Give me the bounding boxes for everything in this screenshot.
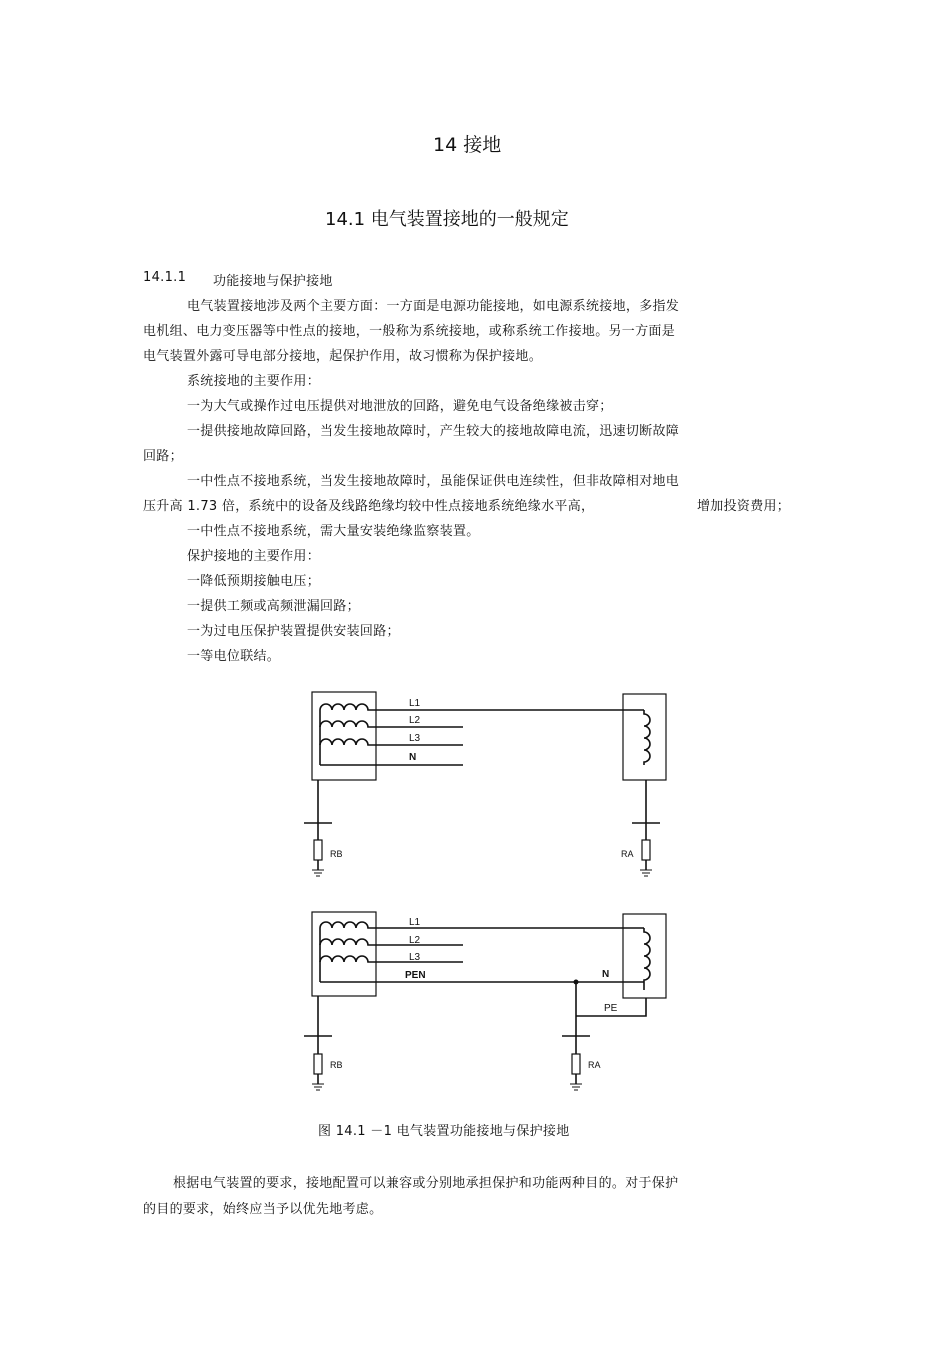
list-item: 一等电位联结。 [187, 649, 281, 664]
resistor-rb-top [314, 840, 322, 860]
coil-l3-bottom [320, 956, 463, 962]
label-pe: PE [604, 1003, 618, 1014]
list-item: 一提供接地故障回路，当发生接地故障时，产生较大的接地故障电流，迅速切断故障 [187, 424, 680, 439]
earth-symbol-rb-bottom [312, 1084, 324, 1090]
clause-title: 功能接地与保护接地 [213, 274, 333, 289]
list-item: 一提供工频或高频泄漏回路； [187, 599, 360, 614]
figure-caption: 图 14.1 －1 电气装置功能接地与保护接地 [318, 1124, 570, 1139]
earth-symbol-ra-bottom [570, 1084, 582, 1090]
label-l3-top: L3 [409, 733, 421, 744]
list-item: 一降低预期接触电压； [187, 574, 321, 589]
coil-l1-bottom [320, 922, 644, 962]
list-item-continuation: 增加投资费用； [697, 499, 791, 514]
label-l2-top: L2 [409, 715, 421, 726]
label-ra-bottom: RA [588, 1060, 601, 1070]
coil-l3-top [320, 739, 463, 745]
list-item-continuation: 回路； [143, 449, 183, 464]
label-l1-top: L1 [409, 698, 421, 709]
load-box-top [623, 694, 666, 780]
intro-line: 电机组、电力变压器等中性点的接地，一般称为系统接地，或称系统工作接地。另一方面是 [143, 324, 676, 339]
list-item: 一中性点不接地系统，当发生接地故障时，虽能保证供电连续性，但非故障相对地电 [187, 474, 680, 489]
resistor-rb-bottom [314, 1054, 322, 1074]
label-l1-bottom: L1 [409, 917, 421, 928]
resistor-ra-bottom [572, 1054, 580, 1074]
list-item: 一为大气或操作过电压提供对地泄放的回路，避免电气设备绝缘被击穿； [187, 399, 613, 414]
label-n-top: N [409, 752, 417, 763]
label-rb-top: RB [330, 849, 343, 859]
label-pen: PEN [405, 970, 426, 981]
grounding-circuit-diagram [280, 680, 700, 1100]
label-rb-bottom: RB [330, 1060, 343, 1070]
intro-line: 电气装置接地涉及两个主要方面：一方面是电源功能接地，如电源系统接地，多指发 [187, 299, 680, 314]
section-title: 14.1 电气装置接地的一般规定 [325, 209, 569, 230]
earth-symbol-ra-top [640, 870, 652, 876]
closing-line: 的目的要求，始终应当予以优先地考虑。 [143, 1202, 383, 1217]
pe-junction-dot [574, 980, 579, 985]
intro-line: 电气装置外露可导电部分接地，起保护作用，故习惯称为保护接地。 [143, 349, 543, 364]
list-item: 一为过电压保护装置提供安装回路； [187, 624, 400, 639]
closing-line: 根据电气装置的要求，接地配置可以兼容或分别地承担保护和功能两种目的。对于保护 [173, 1176, 679, 1191]
load-coil-bottom [644, 928, 650, 990]
list-item-continuation: 压升高 1.73 倍，系统中的设备及线路绝缘均较中性点接地系统绝缘水平高， [143, 499, 595, 514]
earth-symbol-rb-top [312, 870, 324, 876]
label-l2-bottom: L2 [409, 935, 421, 946]
list-item: 一中性点不接地系统，需大量安装绝缘监察装置。 [187, 524, 480, 539]
coil-l1-top [320, 704, 644, 745]
label-l3-bottom: L3 [409, 952, 421, 963]
list-heading: 保护接地的主要作用： [187, 549, 321, 564]
coil-l2-bottom [320, 939, 463, 945]
clause-number: 14.1.1 [143, 270, 187, 285]
label-n-bottom: N [602, 969, 610, 980]
load-coil-top [644, 710, 650, 765]
coil-l2-top [320, 721, 463, 727]
label-ra-top: RA [621, 849, 634, 859]
resistor-ra-top [642, 840, 650, 860]
chapter-title: 14 接地 [433, 134, 502, 156]
list-heading: 系统接地的主要作用： [187, 374, 321, 389]
